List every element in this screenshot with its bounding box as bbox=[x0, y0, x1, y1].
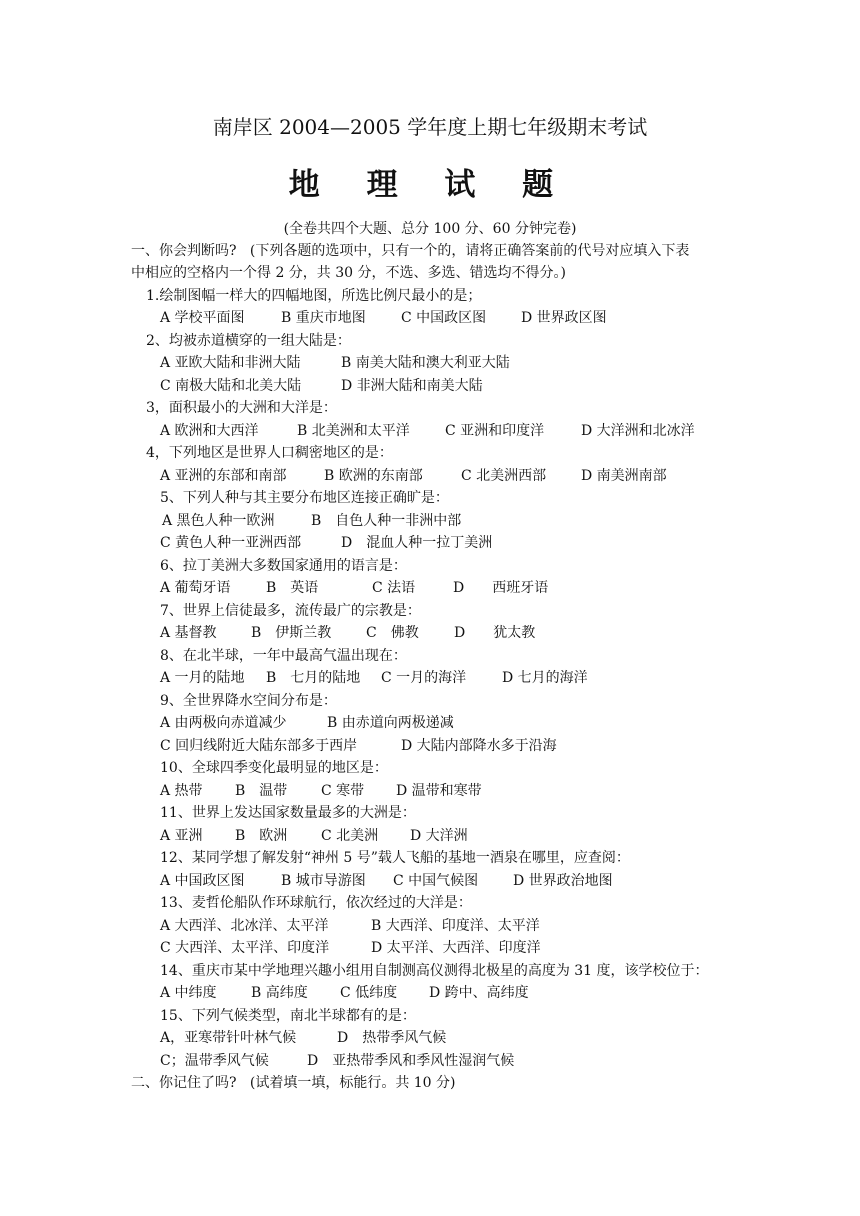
option: B 重庆市地图 bbox=[281, 310, 366, 326]
option: D 犹太教 bbox=[454, 625, 536, 641]
exam-title: 南岸区 2004—2005 学年度上期七年级期末考试 bbox=[212, 115, 648, 139]
option: A 亚洲 bbox=[160, 828, 203, 844]
question-12: 12、某同学想了解发射“神州 5 号”载人飞船的基地一酒泉在哪里，应查阅： bbox=[160, 850, 630, 866]
option: A 大西洋、北冰洋、太平洋 bbox=[160, 918, 329, 934]
question-13: 13、麦哲伦船队作环球航行，依次经过的大洋是： bbox=[160, 895, 472, 911]
question-14-options bbox=[160, 983, 529, 1003]
question-4: 4，下列地区是世界人口稠密地区的是： bbox=[146, 445, 393, 461]
option: D 大陆内部降水多于沿海 bbox=[401, 738, 557, 754]
section2-heading: 二、你记住了吗? (试着填一填，标能行。共 10 分) bbox=[131, 1075, 456, 1091]
question-9-options-row2 bbox=[160, 736, 557, 756]
exam-subtitle: (全卷共四个大题、总分 100 分、60 分钟完卷) bbox=[283, 221, 577, 237]
option: A 基督教 bbox=[160, 625, 217, 641]
option: D 跨中、高纬度 bbox=[429, 985, 529, 1001]
option: B 自色人种一非洲中部 bbox=[311, 513, 462, 529]
question-2: 2、均被赤道横穿的一组大陆是： bbox=[146, 333, 351, 349]
question-3: 3，面积最小的大洲和大洋是： bbox=[146, 400, 337, 416]
option: B 欧洲的东南部 bbox=[324, 468, 423, 484]
option: B 北美洲和太平洋 bbox=[297, 423, 410, 439]
question-11: 11、世界上发达国家数量最多的大洲是： bbox=[160, 805, 416, 821]
option: D 西班牙语 bbox=[453, 580, 549, 596]
option: D 世界政治地图 bbox=[513, 873, 613, 889]
option: A 葡萄牙语 bbox=[160, 580, 231, 596]
option: C 寒带 bbox=[321, 783, 365, 799]
option: D 南美洲南部 bbox=[581, 468, 667, 484]
option: D 七月的海洋 bbox=[502, 670, 588, 686]
question-9-options-row1 bbox=[160, 713, 454, 733]
option: D 非洲大陆和南美大陆 bbox=[341, 378, 483, 394]
question-10-options bbox=[160, 781, 482, 801]
question-7: 7、世界上信徒最多，流传最广的宗教是： bbox=[160, 603, 421, 619]
question-2-options-row2 bbox=[160, 376, 483, 396]
option: D 亚热带季风和季风性湿润气候 bbox=[307, 1053, 515, 1069]
option: D 世界政区图 bbox=[521, 310, 607, 326]
question-13-options-row2 bbox=[160, 938, 541, 958]
option: C 中国气候图 bbox=[393, 873, 479, 889]
question-5-options-row1 bbox=[162, 511, 461, 531]
option: C 一月的海洋 bbox=[381, 670, 467, 686]
question-15-options-row1 bbox=[160, 1028, 446, 1048]
option: C 亚洲和印度洋 bbox=[445, 423, 545, 439]
option: A 亚洲的东部和南部 bbox=[160, 468, 287, 484]
option: B 城市导游图 bbox=[281, 873, 366, 889]
option: D 温带和寒带 bbox=[396, 783, 482, 799]
option: C 北美洲西部 bbox=[461, 468, 547, 484]
question-14: 14、重庆市某中学地理兴趣小组用自制测高仪测得北极星的高度为 31 度，该学校位于： bbox=[160, 963, 709, 979]
option: B 七月的陆地 bbox=[266, 670, 361, 686]
question-2-options-row1 bbox=[160, 353, 510, 373]
option: A 中纬度 bbox=[160, 985, 217, 1001]
question-8: 8、在北半球，一年中最高气温出现在： bbox=[160, 648, 407, 664]
option: A 中国政区图 bbox=[160, 873, 245, 889]
option: A 由两极向赤道减少 bbox=[160, 715, 287, 731]
subject-title: 地 理 试 题 bbox=[288, 167, 572, 203]
option: A 学校平面图 bbox=[160, 310, 245, 326]
option: C 中国政区图 bbox=[401, 310, 487, 326]
option: B 欧洲 bbox=[235, 828, 288, 844]
question-6: 6、拉丁美洲大多数国家通用的语言是： bbox=[160, 558, 407, 574]
option: B 英语 bbox=[266, 580, 319, 596]
option: C 回归线附近大陆东部多于西岸 bbox=[160, 738, 358, 754]
option: C 黄色人种一亚洲西部 bbox=[160, 535, 302, 551]
option: A 亚欧大陆和非洲大陆 bbox=[160, 355, 301, 371]
question-15: 15、下列气候类型，南北半球都有的是： bbox=[160, 1008, 416, 1024]
question-5: 5、下列人种与其主要分布地区连接正确旷是： bbox=[160, 490, 449, 506]
question-3-options bbox=[160, 421, 695, 441]
option: A 一月的陆地 bbox=[160, 670, 245, 686]
question-15-options-row2 bbox=[160, 1051, 514, 1071]
option: B 由赤道向两极递减 bbox=[327, 715, 454, 731]
question-12-options bbox=[160, 871, 613, 891]
question-7-options bbox=[160, 623, 535, 643]
option: C 低纬度 bbox=[340, 985, 398, 1001]
option: C 大西洋、太平洋、印度洋 bbox=[160, 940, 330, 956]
question-5-options-row2 bbox=[160, 533, 492, 553]
option: B 高纬度 bbox=[251, 985, 308, 1001]
option: D 太平洋、大西洋、印度洋 bbox=[371, 940, 541, 956]
question-10: 10、全球四季变化最明显的地区是： bbox=[160, 760, 388, 776]
option: D 大洋洲和北冰洋 bbox=[581, 423, 695, 439]
option: D 大洋洲 bbox=[410, 828, 468, 844]
question-9: 9、全世界降水空间分布是： bbox=[160, 693, 337, 709]
option: A 欧洲和大西洋 bbox=[160, 423, 259, 439]
option: C；温带季风气候 bbox=[160, 1053, 269, 1069]
option: C 佛教 bbox=[366, 625, 419, 641]
option: C 北美洲 bbox=[321, 828, 379, 844]
option: D 热带季风气候 bbox=[337, 1030, 447, 1046]
question-4-options bbox=[160, 466, 667, 486]
option: B 温带 bbox=[235, 783, 288, 799]
option: B 伊斯兰教 bbox=[251, 625, 332, 641]
option: B 南美大陆和澳大利亚大陆 bbox=[341, 355, 510, 371]
question-6-options bbox=[160, 578, 548, 598]
option: A 热带 bbox=[160, 783, 203, 799]
question-13-options-row1 bbox=[160, 916, 540, 936]
option: C 南极大陆和北美大陆 bbox=[160, 378, 302, 394]
option: A 黑色人种一欧洲 bbox=[162, 513, 275, 529]
section1-heading-line2: 中相应的空格内一个得 2 分，共 30 分，不选、多选、错选均不得分。) bbox=[131, 265, 566, 281]
option: B 大西洋、印度洋、太平洋 bbox=[371, 918, 540, 934]
option: D 混血人种一拉丁美洲 bbox=[341, 535, 493, 551]
option: A，亚寒带针叶林气候 bbox=[160, 1030, 297, 1046]
section1-heading-line1: 一、你会判断吗? (下列各题的选项中，只有一个的，请将正确答案前的代号对应填入下表 bbox=[131, 243, 690, 259]
question-11-options bbox=[160, 826, 468, 846]
option: C 法语 bbox=[372, 580, 416, 596]
question-8-options bbox=[160, 668, 588, 688]
question-1: 1.绘制图幅一样大的四幅地图，所选比例尺最小的是； bbox=[146, 288, 482, 304]
question-1-options bbox=[160, 308, 607, 328]
